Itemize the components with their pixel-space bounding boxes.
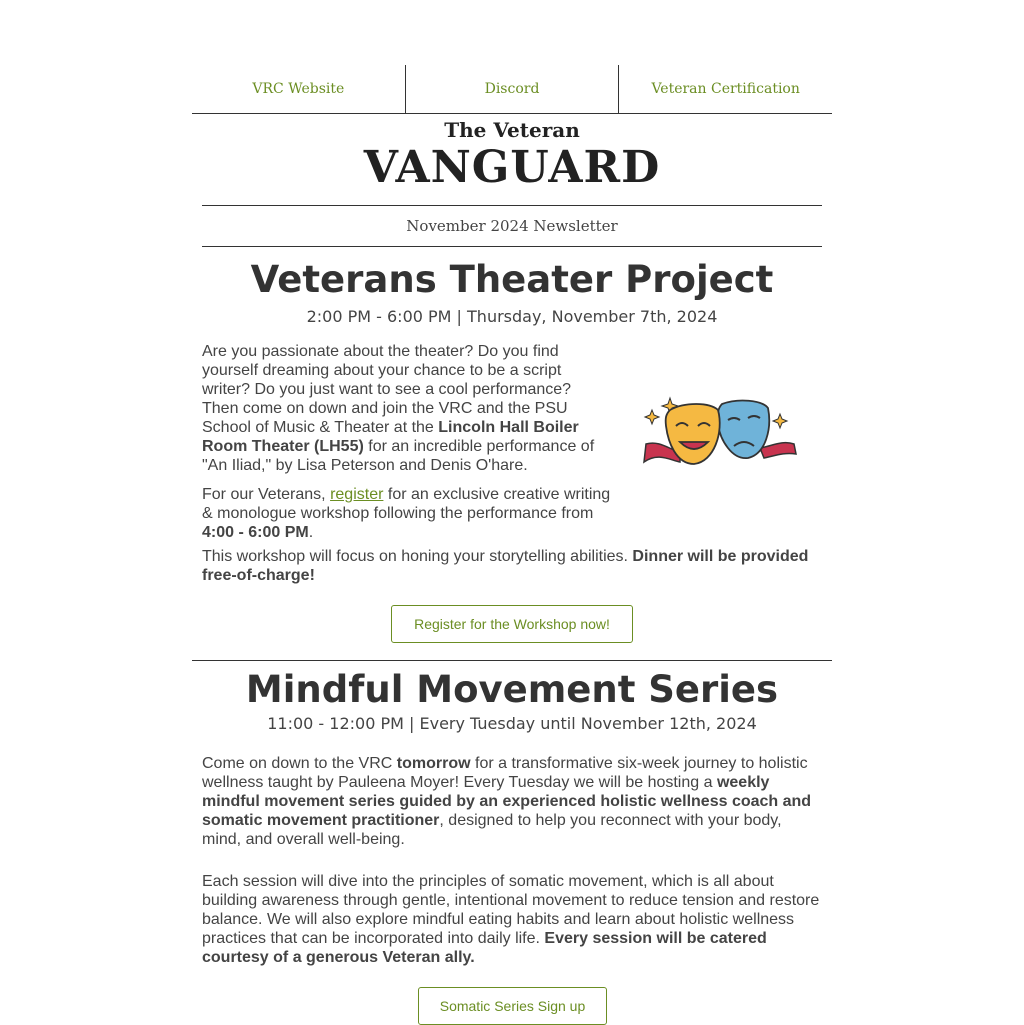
masthead-subtitle: The Veteran [444, 118, 580, 142]
theater-masks-icon [640, 392, 804, 476]
section-title-mindful: Mindful Movement Series [245, 668, 779, 711]
masthead-divider-top [202, 205, 822, 206]
section-datetime-mindful: 11:00 - 12:00 PM | Every Tuesday until November 12th, 2024 [267, 714, 757, 733]
masthead-title: VANGUARD [363, 142, 661, 193]
theater-paragraph-3: This workshop will focus on honing your storytelling abilities. Dinner will be provided free-of-charge! [202, 548, 809, 584]
masthead-divider-bottom [202, 246, 822, 247]
section-title-theater: Veterans Theater Project [250, 258, 774, 301]
section-datetime-theater: 2:00 PM - 6:00 PM | Thursday, November 7th, 2024 [306, 307, 718, 326]
mindful-paragraph-1: Come on down to the VRC tomorrow for a transformative six-week journey to holistic wellness taught by Pauleena Moyer! Every Tuesday we will be hosting a weekly mindful movement series guided by an experienced holistic wellness coach and somatic movement practitioner, designed to help you reconnect with your body, mind, and overall well-being. [202, 755, 812, 848]
section-divider [192, 660, 832, 661]
issue-label: November 2024 Newsletter [406, 217, 618, 235]
nav-discord[interactable]: Discord [406, 65, 620, 113]
nav-veteran-certification[interactable]: Veteran Certification [651, 81, 800, 97]
mindful-paragraph-2: Each session will dive into the principles of somatic movement, which is all about building awareness through gentle, intentional movement to reduce tension and restore balance. We will also explore mindful eating habits and learn about holistic wellness practices that can be incorporated into daily life. Every session will be catered courtesy of a generous Veteran ally. [202, 873, 820, 966]
nav-vrc-website[interactable]: VRC Website [192, 65, 406, 113]
register-workshop-button[interactable]: Register for the Workshop now! [391, 605, 633, 643]
somatic-signup-button[interactable]: Somatic Series Sign up [418, 987, 607, 1025]
top-nav [192, 65, 832, 114]
register-link[interactable]: register [330, 486, 384, 503]
theater-paragraph-1: Are you passionate about the theater? Do you find yourself dreaming about your chance to be a script writer? Do you just want to see a cool performance? Then come on down and join the VRC and the PSU School of Music & Theater at the Lincoln Hall Boiler Room Theater (LH55) for an incredible performance of "An Iliad," by Lisa Peterson and Denis O'hare. [202, 343, 595, 474]
theater-paragraph-2: For our Veterans, register for an exclusive creative writing & monologue workshop following the performance from 4:00 - 6:00 PM. [202, 486, 611, 541]
